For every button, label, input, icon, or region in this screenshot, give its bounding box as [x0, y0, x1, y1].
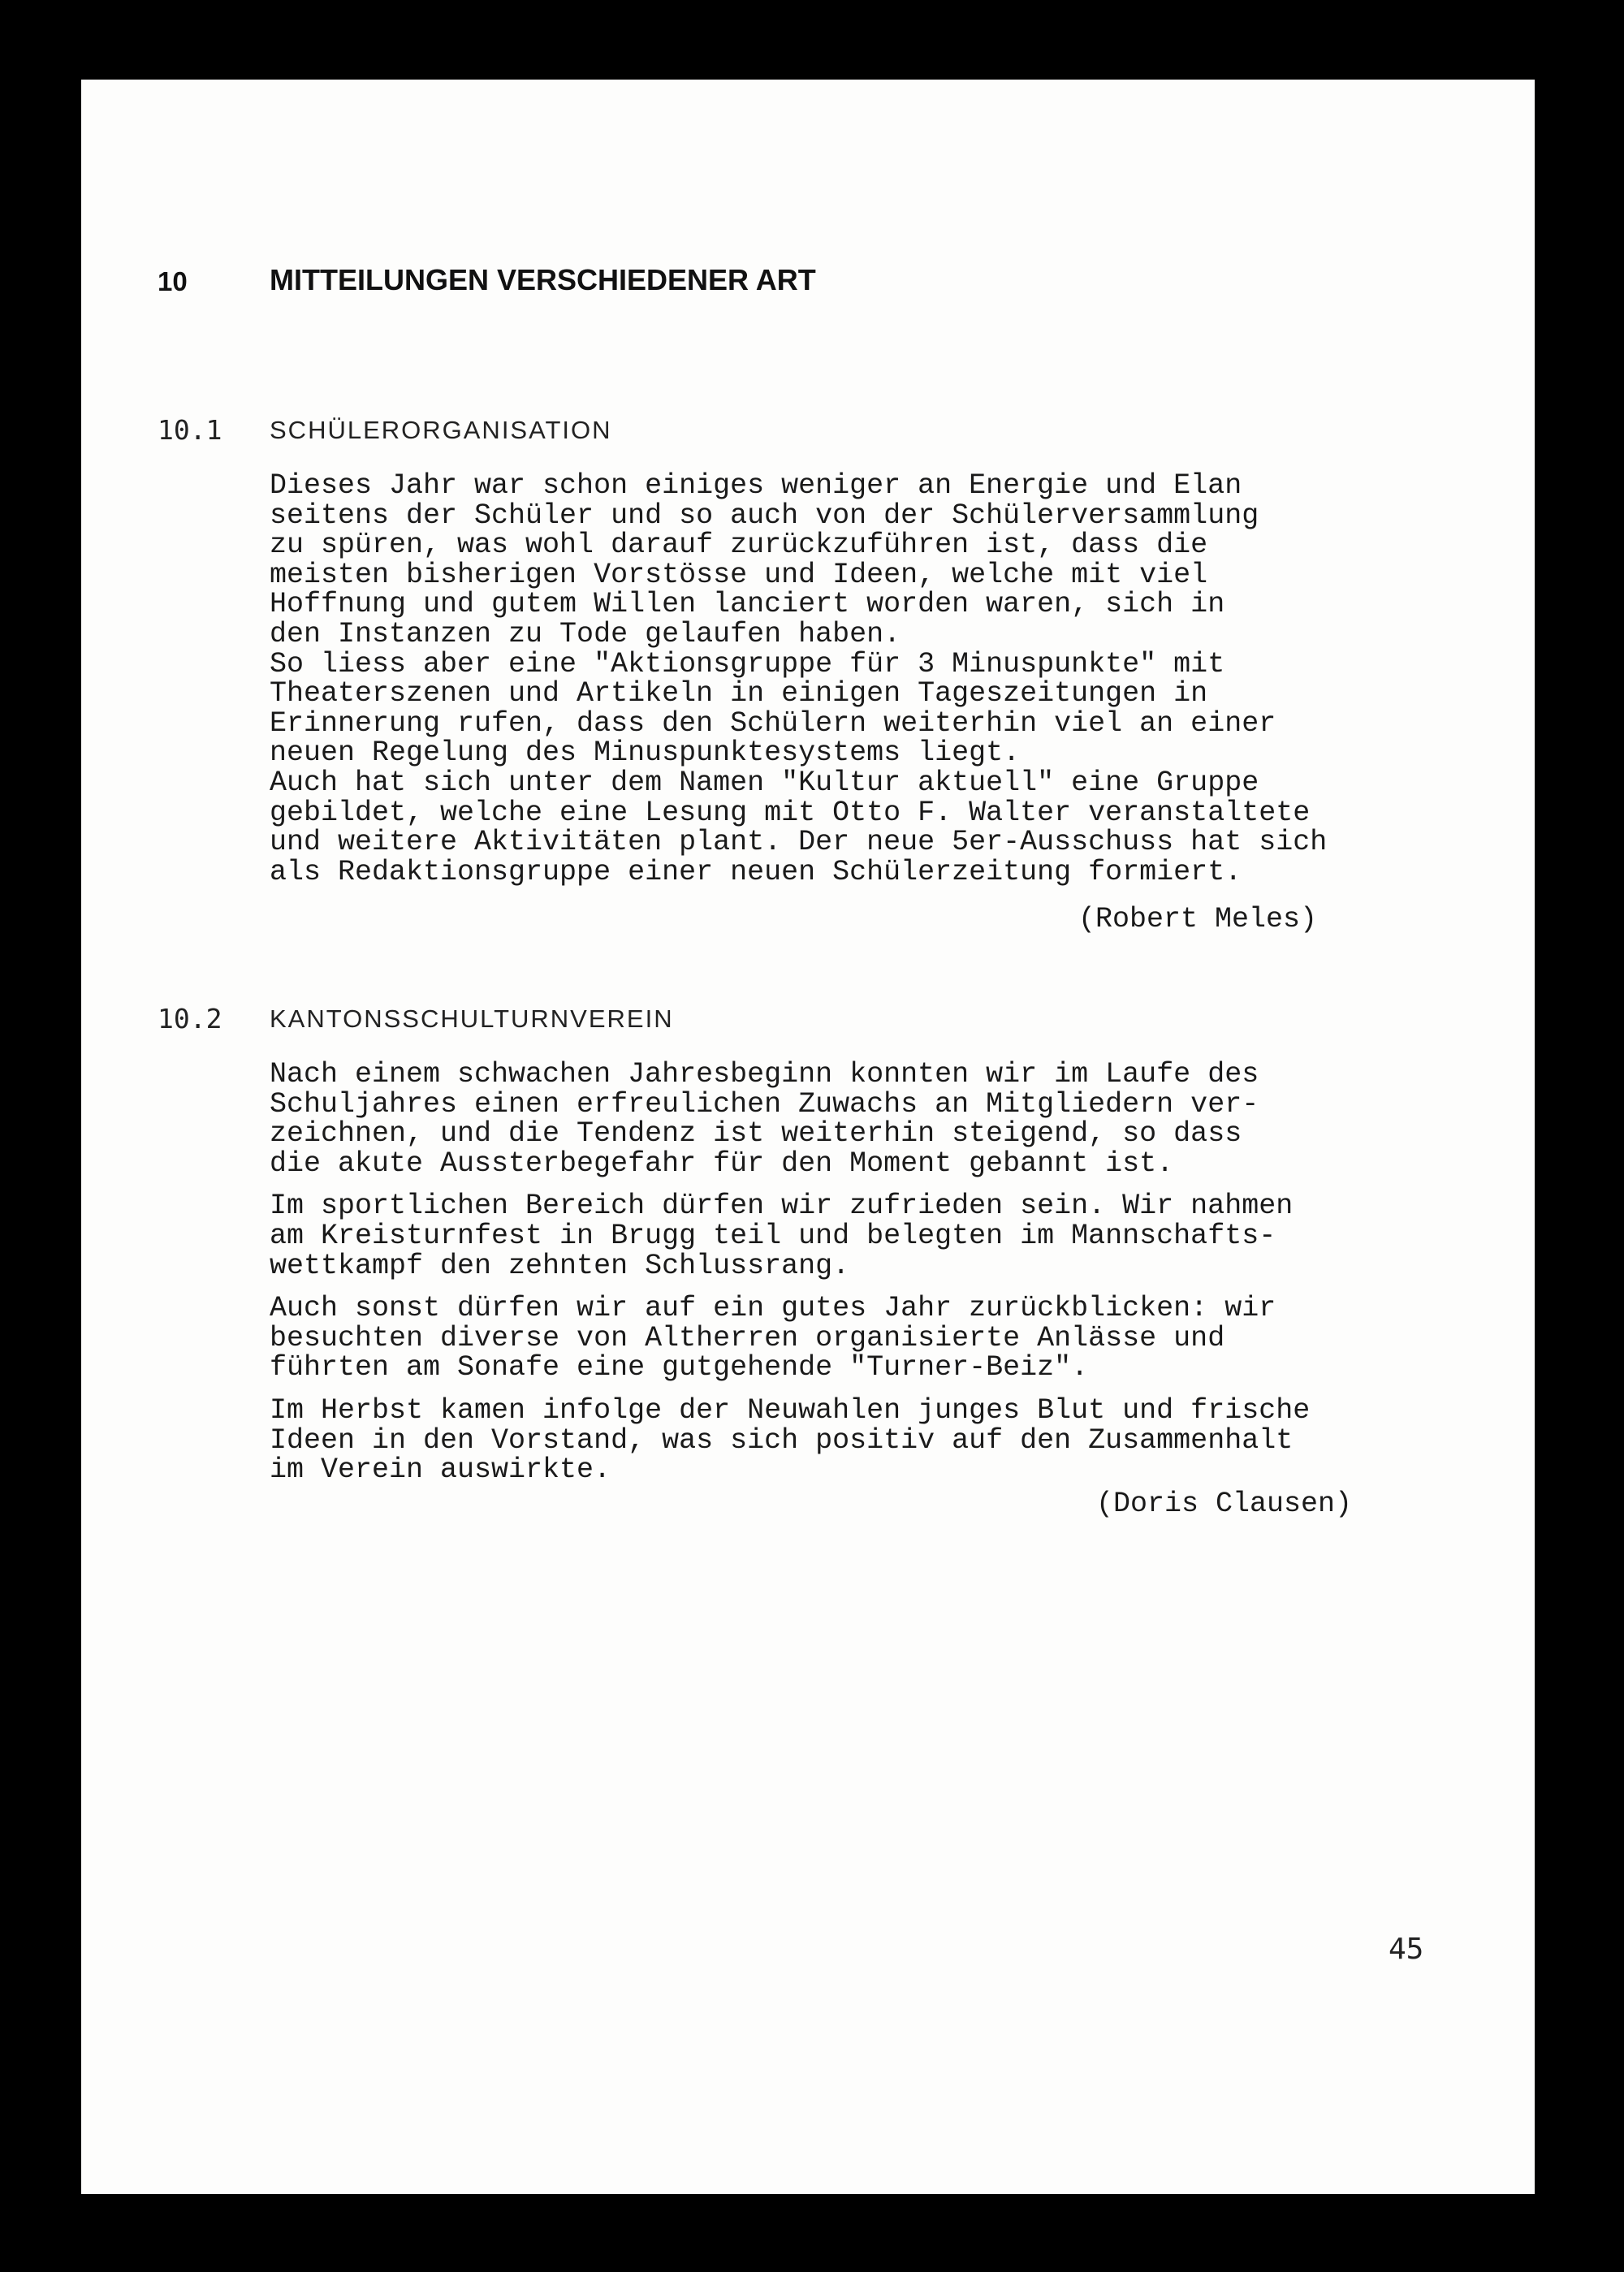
text-line: neuen Regelung des Minuspunktesystems liegt.	[270, 736, 1021, 770]
text-line: Auch hat sich unter dem Namen "Kultur aktuell" eine Gruppe	[270, 766, 1259, 799]
text-line: gebildet, welche eine Lesung mit Otto F. Walter veranstaltete	[270, 796, 1311, 829]
text-line: als Redaktionsgruppe einer neuen Schülerzeitung formiert.	[270, 855, 1242, 888]
text-line: So liess aber eine "Aktionsgruppe für 3 Minuspunkte" mit	[270, 647, 1225, 680]
text-line: wettkampf den zehnten Schlussrang.	[270, 1249, 850, 1282]
chapter-title: MITTEILUNGEN VERSCHIEDENER ART	[270, 263, 816, 296]
text-line: Hoffnung und gutem Willen lanciert worden waren, sich in	[270, 588, 1225, 621]
section-title: SCHÜLERORGANISATION	[270, 416, 612, 444]
text-line: im Verein auswirkte.	[270, 1453, 611, 1487]
text-line: Theaterszenen und Artikeln in einigen Tageszeitungen in	[270, 677, 1208, 711]
text-line: zu spüren, was wohl darauf zurückzuführen ist, dass die	[270, 529, 1208, 562]
section-title: KANTONSSCHULTURNVEREIN	[270, 1004, 674, 1033]
signature: (Robert Meles)	[1078, 903, 1318, 935]
text-line: Auch sonst dürfen wir auf ein gutes Jahr zurückblicken: wir	[270, 1292, 1276, 1325]
page-number: 45	[1389, 1933, 1424, 1966]
text-line: führten am Sonafe eine gutgehende "Turner-Beiz".	[270, 1351, 1089, 1384]
section-body	[270, 471, 1471, 887]
text-line: den Instanzen zu Tode gelaufen haben.	[270, 617, 901, 650]
text-line: besuchten diverse von Altherren organisierte Anlässe und	[270, 1321, 1225, 1354]
section-number: 10.2	[158, 1003, 222, 1034]
section-body	[270, 1060, 1471, 1485]
text-line: meisten bisherigen Vorstösse und Ideen, welche mit viel	[270, 558, 1208, 591]
text-line: zeichnen, und die Tendenz ist weiterhin steigend, so dass	[270, 1117, 1242, 1151]
text-line: Ideen in den Vorstand, was sich positiv auf den Zusammenhalt	[270, 1423, 1294, 1457]
chapter-number: 10	[158, 266, 188, 296]
text-line: seitens der Schüler und so auch von der Schülerversammlung	[270, 499, 1259, 532]
text-line: Im Herbst kamen infolge der Neuwahlen junges Blut und frische	[270, 1393, 1311, 1427]
section-number: 10.1	[158, 414, 222, 446]
text-line: die akute Aussterbegefahr für den Moment gebannt ist.	[270, 1147, 1174, 1180]
signature: (Doris Clausen)	[1096, 1488, 1353, 1520]
text-line: Dieses Jahr war schon einiges weniger an Energie und Elan	[270, 469, 1242, 502]
document-page	[81, 80, 1535, 2194]
text-line: Erinnerung rufen, dass den Schülern weiterhin viel an einer	[270, 706, 1276, 740]
text-line: am Kreisturnfest in Brugg teil und belegten im Mannschafts-	[270, 1219, 1276, 1252]
text-line: und weitere Aktivitäten plant. Der neue 5er-Ausschuss hat sich	[270, 826, 1328, 859]
text-line: Im sportlichen Bereich dürfen wir zufrieden sein. Wir nahmen	[270, 1190, 1294, 1223]
text-line: Nach einem schwachen Jahresbeginn konnten wir im Laufe des	[270, 1058, 1259, 1091]
text-line: Schuljahres einen erfreulichen Zuwachs an Mitgliedern ver-	[270, 1087, 1259, 1121]
